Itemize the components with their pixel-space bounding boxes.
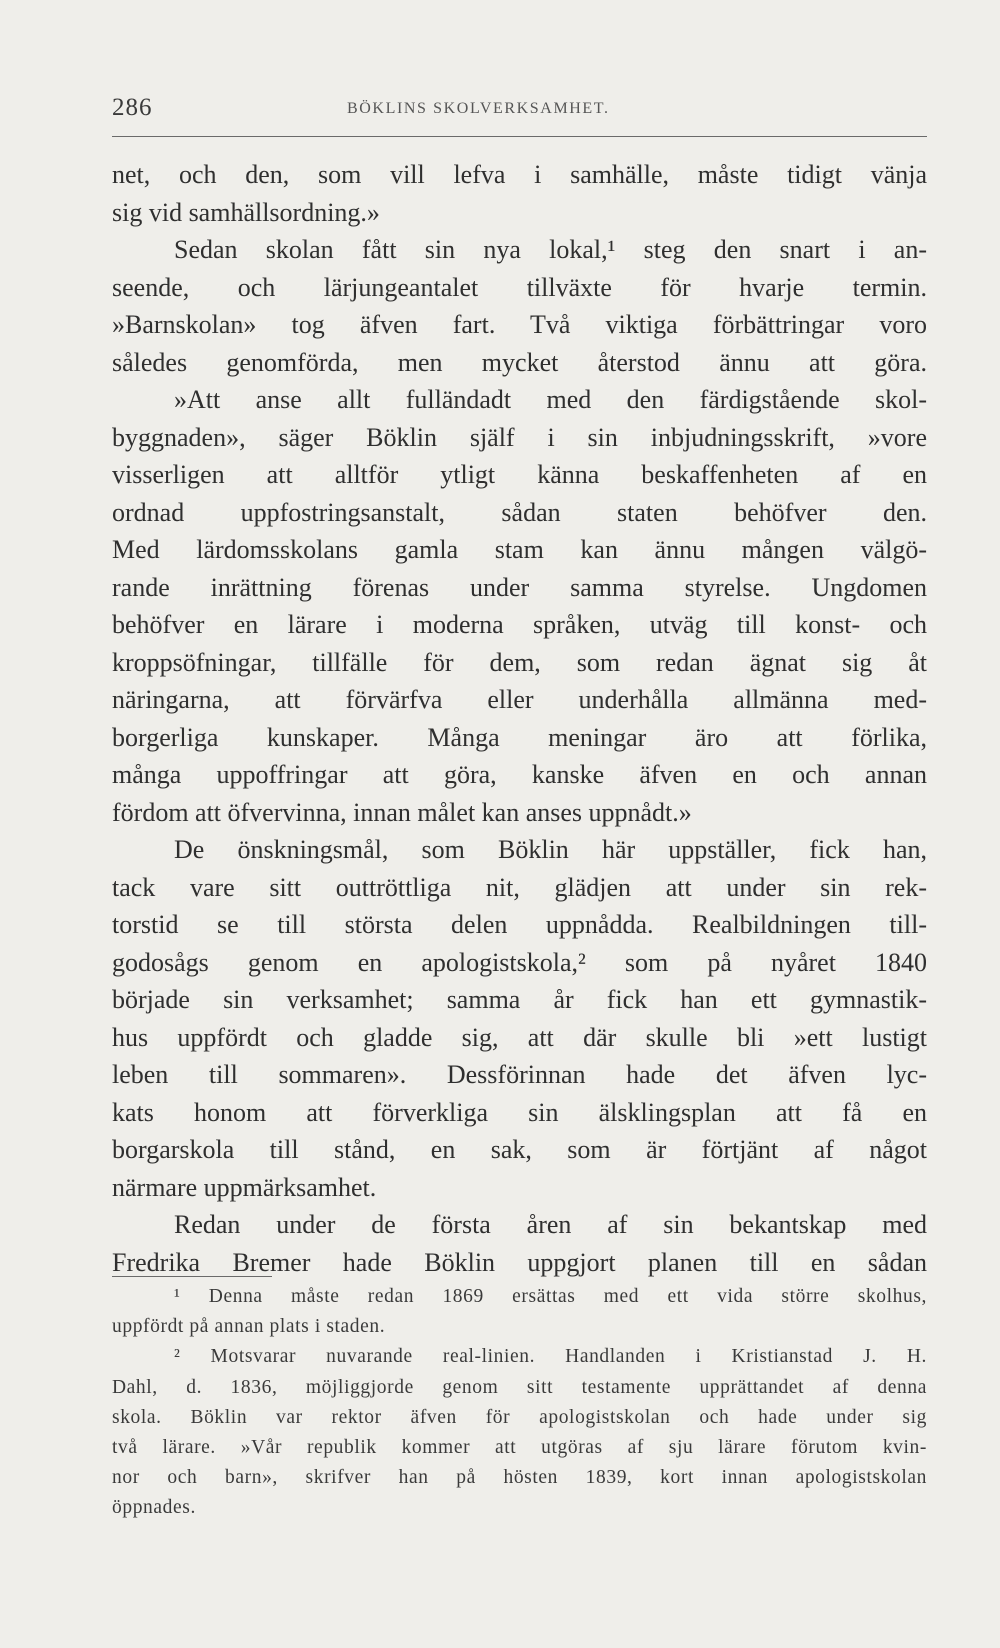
text-line: leben till sommaren». Dessförinnan hade det äfven lyc- [112, 1060, 927, 1089]
text-line: »Barnskolan» tog äfven fart. Två viktiga förbättringar voro [112, 310, 927, 339]
page-header [112, 88, 927, 121]
text-line: närmare uppmärksamhet. [112, 1172, 377, 1202]
text-line: Med lärdomsskolans gamla stam kan ännu mången välgö- [112, 535, 927, 564]
page-number: 286 [112, 94, 153, 121]
text-line: många uppoffringar att göra, kanske äfven en och annan [112, 760, 927, 789]
footnotes [112, 1282, 927, 1524]
footnote-line: skola. Böklin var rektor äfven för apologistskolan och hade under sig [112, 1406, 927, 1428]
text-line: således genomförda, men mycket återstod ännu att göra. [112, 347, 927, 377]
text-line: Sedan skolan fått sin nya lokal,¹ steg den snart i an- [174, 235, 927, 264]
running-head: BÖKLINS SKOLVERKSAMHET. [347, 100, 610, 117]
footnote-rule [112, 1276, 272, 1277]
footnote-line: två lärare. »Vår republik kommer att utgöras af sju lärare förutom kvin- [112, 1436, 927, 1458]
footnote-line: uppfördt på annan plats i staden. [112, 1316, 386, 1338]
text-line: behöfver en lärare i moderna språken, utväg till konst- och [112, 610, 927, 639]
text-line: näringarna, att förvärfva eller underhålla allmänna med- [112, 685, 927, 714]
footnote-line: öppnades. [112, 1497, 196, 1519]
text-line: torstid se till största delen uppnådda. Realbildningen till- [112, 910, 927, 939]
text-line: godosågs genom en apologistskola,² som på nyåret 1840 [112, 947, 927, 977]
text-line: kroppsöfningar, tillfälle för dem, som redan ägnat sig åt [112, 647, 927, 677]
text-line: borgerliga kunskaper. Många meningar äro att förlika, [112, 722, 927, 752]
text-line: visserligen att alltför ytligt känna beskaffenheten af en [112, 460, 927, 489]
footnote-line: ² Motsvarar nuvarande real-linien. Handlanden i Kristianstad J. H. [174, 1346, 927, 1368]
footnote-line: nor och barn», skrifver han på hösten 1839, kort innan apologistskolan [112, 1467, 927, 1489]
footnote-line: Dahl, d. 1836, möjliggjorde genom sitt testamente upprättandet af denna [112, 1376, 927, 1398]
text-line: sig vid samhällsordning.» [112, 197, 380, 227]
text-line: kats honom att förverkliga sin älsklingsplan att få en [112, 1097, 927, 1127]
text-line: »Att anse allt fulländadt med den färdigstående skol- [174, 385, 927, 414]
text-line: fördom att öfvervinna, innan målet kan anses uppnådt.» [112, 797, 692, 827]
text-line: Redan under de första åren af sin bekantskap med [174, 1210, 927, 1239]
text-line: tack vare sitt outtröttliga nit, glädjen att under sin rek- [112, 872, 927, 902]
body-text [112, 156, 927, 1281]
text-line: Fredrika Bremer hade Böklin uppgjort planen till en sådan [112, 1247, 927, 1277]
text-line: började sin verksamhet; samma år fick han ett gymnastik- [112, 985, 927, 1014]
text-line: hus uppfördt och gladde sig, att där skulle bli »ett lustigt [112, 1022, 927, 1052]
text-line: seende, och lärjungeantalet tillväxte för hvarje termin. [112, 272, 927, 302]
text-line: borgarskola till stånd, en sak, som är förtjänt af något [112, 1135, 927, 1164]
text-line: byggnaden», säger Böklin själf i sin inbjudningsskrift, »vore [112, 422, 927, 452]
header-rule [112, 136, 927, 137]
footnote-line: ¹ Denna måste redan 1869 ersättas med ett vida större skolhus, [174, 1286, 927, 1307]
text-line: net, och den, som vill lefva i samhälle, måste tidigt vänja [112, 160, 927, 189]
text-line: rande inrättning förenas under samma styrelse. Ungdomen [112, 572, 927, 602]
text-line: De önskningsmål, som Böklin här uppställer, fick han, [174, 835, 927, 864]
text-line: ordnad uppfostringsanstalt, sådan staten behöfver den. [112, 497, 927, 527]
